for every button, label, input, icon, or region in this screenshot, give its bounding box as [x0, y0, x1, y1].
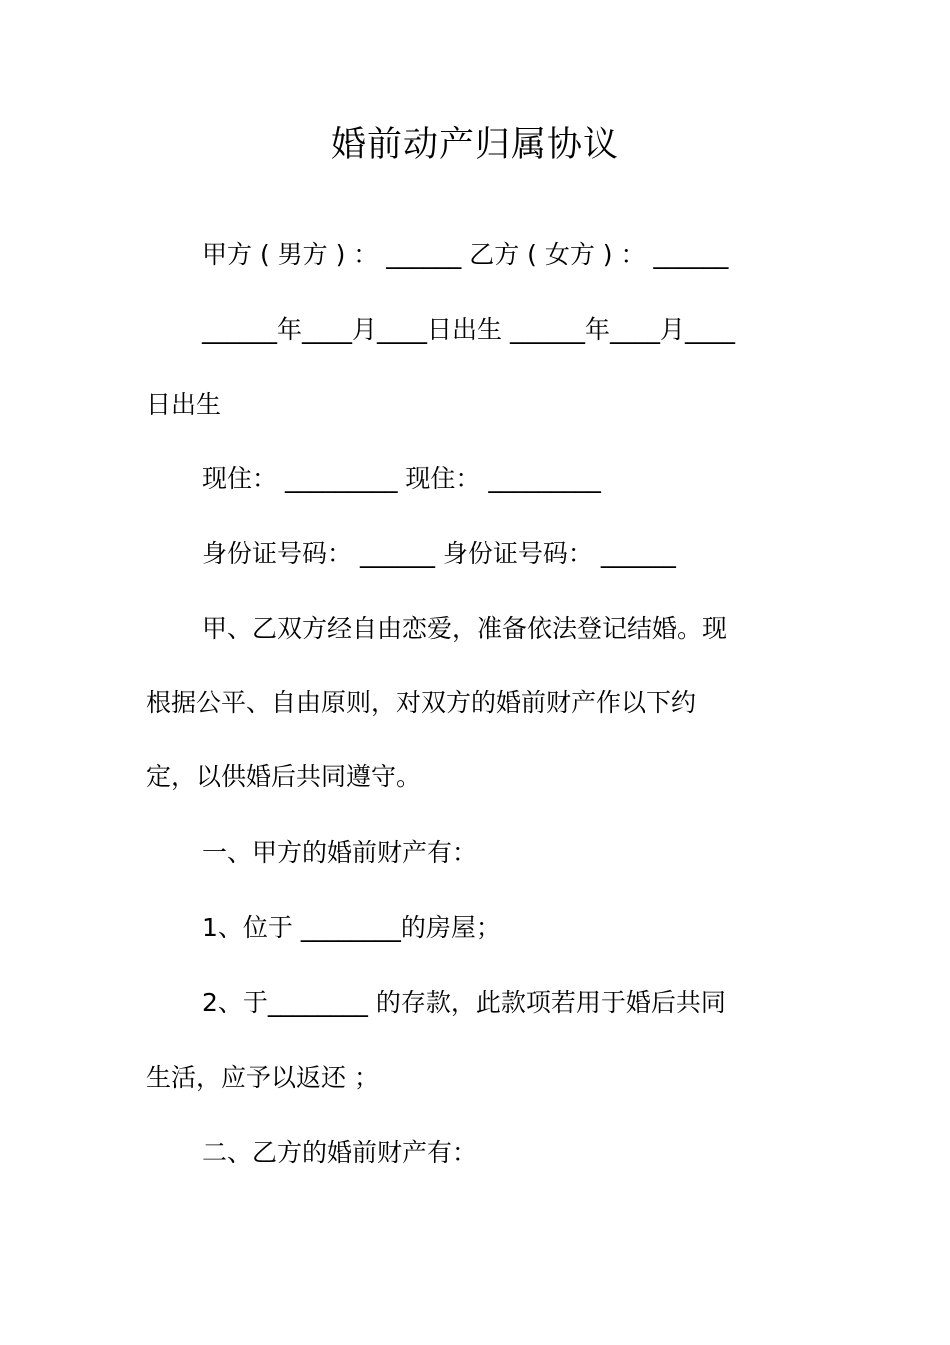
document-title: 婚前动产归属协议: [330, 125, 619, 165]
clause-2-deposit: 2、于________ 的存款，此款项若用于婚后共同: [202, 988, 726, 1017]
preamble-line-3: 定，以供婚后共同遵守。: [146, 762, 422, 791]
clause-2-deposit-cont: 生活，应予以返还 ；: [146, 1063, 379, 1092]
preamble-line-1: 甲、乙双方经自由恋爱，准备依法登记结婚。现: [202, 614, 728, 643]
section-heading-party-a: 一、甲方的婚前财产有：: [202, 838, 478, 867]
preamble-line-2: 根据公平、自由原则，对双方的婚前财产作以下约: [146, 688, 697, 717]
id-number-line: 身份证号码： ______ 身份证号码： ______: [202, 539, 676, 568]
address-line: 现住： _________ 现住： _________: [202, 464, 601, 493]
birth-dates-line-cont: 日出生: [146, 390, 222, 419]
birth-dates-line: ______年____月____日出生 ______年____月____: [202, 315, 735, 344]
party-names-line: 甲方 ( 男方 ) ： ______ 乙方 ( 女方 ) ： ______: [202, 240, 729, 269]
section-heading-party-b: 二、乙方的婚前财产有：: [202, 1138, 478, 1167]
clause-1-house: 1、位于 ________的房屋；: [202, 913, 501, 942]
